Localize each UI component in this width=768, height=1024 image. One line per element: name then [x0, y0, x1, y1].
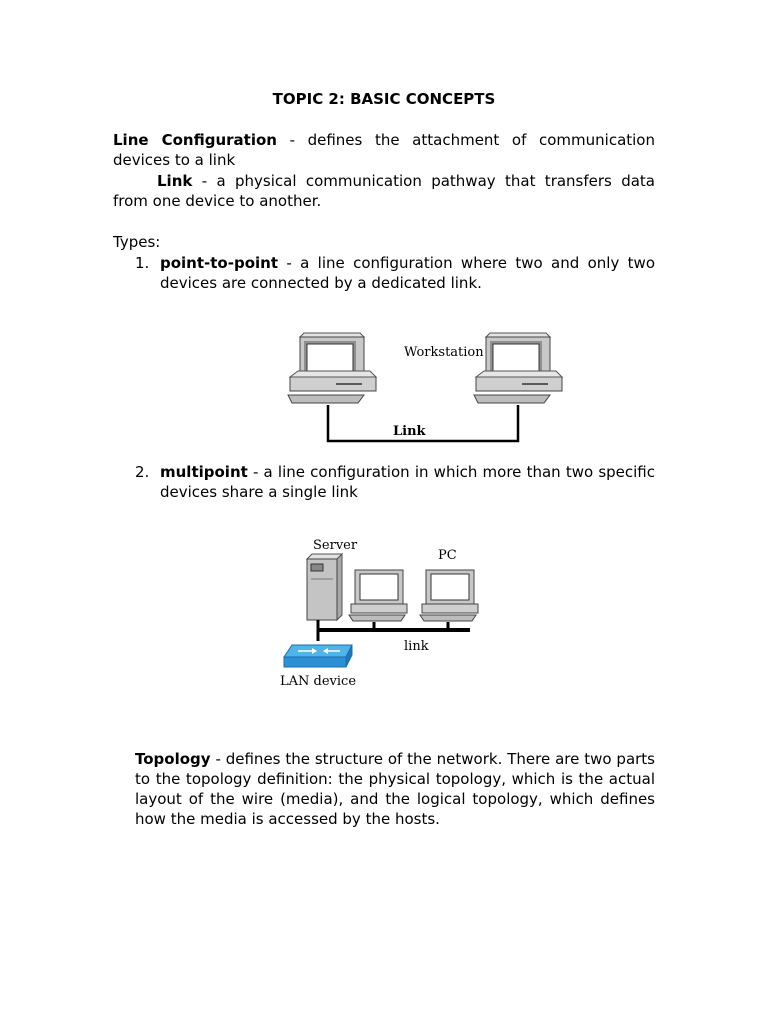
- workstation-left-icon: [288, 333, 376, 403]
- pc-2-icon: [420, 570, 478, 621]
- point-to-point-diagram: [280, 325, 580, 450]
- line-configuration-definition: - defines the attachment of communication devices to a link: [113, 131, 655, 169]
- topology-paragraph: [135, 749, 655, 829]
- link-term: Link: [157, 172, 193, 190]
- type-2-number: 2.: [135, 463, 150, 481]
- pc-1-icon: [349, 570, 407, 621]
- topology-definition: - defines the structure of the network. There are two parts to the topology definition: the physical topology, which is the actual layout of the wire (media), and the logical topology, which defines how the media is accessed by the hosts.: [135, 750, 655, 828]
- bus-link: [318, 620, 470, 641]
- page-title: TOPIC 2: BASIC CONCEPTS: [272, 90, 496, 108]
- type-2-definition: - a line configuration in which more than two specific devices share a single link: [160, 463, 655, 501]
- topology-term: Topology: [135, 750, 211, 768]
- multipoint-diagram: [276, 533, 496, 693]
- types-label: Types:: [113, 233, 161, 251]
- type-1-number: 1.: [135, 254, 150, 272]
- server-icon: [307, 554, 342, 620]
- link-paragraph: [113, 171, 655, 211]
- workstation-right-icon: [474, 333, 562, 403]
- type-1-definition: - a line configuration where two and only two devices are connected by a dedicated link.: [160, 254, 655, 292]
- lan-device-icon: [284, 645, 352, 667]
- link-label: Link: [393, 424, 426, 439]
- type-1-term: point-to-point: [160, 254, 278, 272]
- lan-device-label: LAN device: [280, 674, 357, 689]
- link-definition: - a physical communication pathway that transfers data from one device to another.: [113, 172, 655, 210]
- server-label: Server: [313, 538, 358, 553]
- multipoint-link-label: link: [404, 639, 429, 654]
- type-1-paragraph: [160, 253, 655, 293]
- line-configuration-paragraph: [113, 130, 655, 170]
- type-2-paragraph: [160, 462, 655, 502]
- type-2-term: multipoint: [160, 463, 248, 481]
- pc-label: PC: [438, 548, 457, 563]
- line-configuration-term: Line Configuration: [113, 131, 277, 149]
- workstation-label: Workstation: [404, 345, 484, 360]
